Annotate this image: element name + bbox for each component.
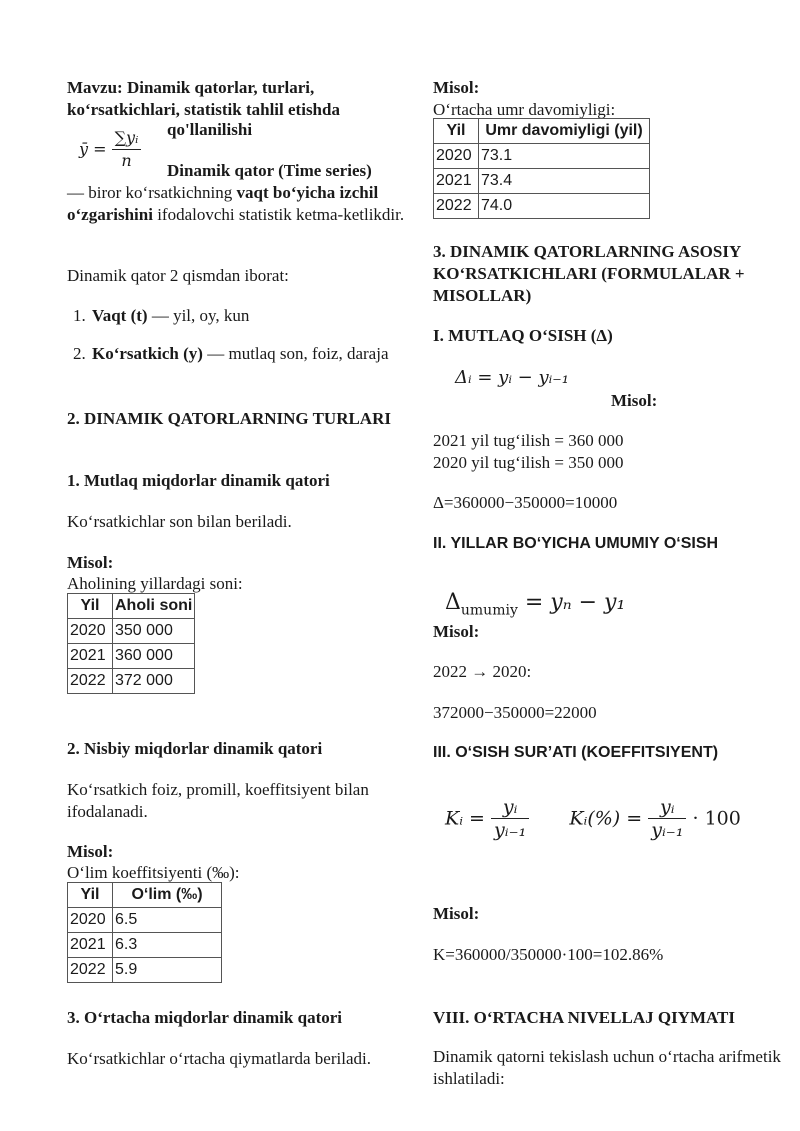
part-rest: — mutlaq son, foiz, daraja [202,344,389,363]
type3-desc: Ko‘rsatkichlar o‘rtacha qiymatlarda beriladi. [67,1049,371,1068]
total-formula-rest: = yₙ − y₁ [517,590,626,615]
example-caption: O‘rtacha umr davomiyligi: [433,100,616,119]
life-expectancy-table [433,118,650,219]
part-rest: — yil, oy, kun [147,306,250,325]
type1-desc: Ko‘rsatkichlar son bilan beriladi. [67,512,292,531]
rate-formula-tail: · 100 [692,807,741,830]
example-label: Misol: [433,78,480,97]
abs-line1: 2021 yil tug‘ilish = 360 000 [433,431,624,450]
table-cell: 6.5 [113,908,222,933]
table-header-row [68,883,222,908]
table-cell: 73.1 [479,144,650,169]
table-row [68,933,222,958]
intro-term: Dinamik qator (Time series) [167,161,372,180]
abs-title: I. MUTLAQ O‘SISH (Δ) [433,326,613,345]
intro-bold: vaqt bo‘yicha izchil o‘zgarishini [67,183,379,224]
population-table [67,593,195,694]
table-cell: 2021 [68,933,113,958]
section2-title: 2. DINAMIK QATORLARNING TURLARI [67,409,391,428]
type3-title: 3. O‘rtacha miqdorlar dinamik qatori [67,1008,342,1027]
table-header: Yil [68,594,113,619]
rate-formula-den2: yᵢ₋₁ [651,819,684,841]
table-row [68,644,195,669]
rate-formula-k2: Kᵢ(%) = [569,807,643,830]
table-header: Yil [434,119,479,144]
list-item [90,343,412,365]
rate-calc: K=360000/350000·100=102.86% [433,945,664,964]
intro-definition [67,182,412,226]
abs-formula: Δᵢ = yᵢ − yᵢ₋₁ [455,367,569,388]
rate-formula-frac2 [648,796,686,841]
list-item [90,305,412,327]
table-row [68,619,195,644]
rate-formula-den1: yᵢ₋₁ [494,819,527,841]
table-header: Umr davomiyligi (yil) [479,119,650,144]
table-row [434,194,650,219]
total-example-label: Misol: [433,622,480,641]
table-header: Yil [68,883,113,908]
part-bold: Vaqt (t) [92,306,148,325]
table-cell: 2022 [434,194,479,219]
type1-example-caption: Aholining yillardagi soni: [67,574,243,593]
table-cell: 2021 [434,169,479,194]
rate-formula-k1: Kᵢ = [445,807,485,830]
type2-title: 2. Nisbiy miqdorlar dinamik qatori [67,739,323,758]
level-desc: Dinamik qatorni tekislash uchun o‘rtacha arifmetik ishlatiladi: [433,1047,781,1088]
intro-pre: — biror ko‘rsatkichning [67,183,237,202]
mean-formula-den: n [121,151,132,170]
parts-list-wrap [67,305,412,381]
mean-formula-lhs: ȳ = [79,139,107,159]
type2-example-label: Misol: [67,842,114,861]
table-header: Aholi soni [113,594,195,619]
table-cell: 73.4 [479,169,650,194]
part-bold: Ko‘rsatkich (y) [92,344,203,363]
rate-formula-num1: yᵢ [491,796,529,819]
total-calc: 372000−350000=22000 [433,703,597,722]
type2-desc: Ko‘rsatkich foiz, promill, koeffitsiyent bilan ifodalanadi. [67,780,369,821]
table-cell: 6.3 [113,933,222,958]
rate-title: III. O‘SISH SUR’ATI (KOEFFITSIYENT) [433,744,719,761]
total-title: II. YILLAR BO‘YICHA UMUMIY O‘SISH [433,535,719,552]
table-row [68,958,222,983]
total-formula-delta: Δ [445,590,461,615]
table2-wrap [67,882,412,983]
table-cell: 360 000 [113,644,195,669]
table-cell: 2022 [68,669,113,694]
type2-example-caption: O‘lim koeffitsiyenti (‰): [67,863,240,882]
table-cell: 2020 [434,144,479,169]
section3-title: 3. DINAMIK QATORLARNING ASOSIY KO‘RSATKICHLARI (FORMULALAR + MISOLLAR) [433,242,745,305]
abs-example-label: Misol: [611,391,658,410]
table-cell: 2021 [68,644,113,669]
abs-line2: 2020 yil tug‘ilish = 350 000 [433,453,624,472]
table3-wrap [433,118,783,219]
parts-intro: Dinamik qator 2 qismdan iborat: [67,266,289,285]
table-row [68,669,195,694]
table-header: O‘lim (‰) [113,883,222,908]
table-row [434,144,650,169]
table-cell: 350 000 [113,619,195,644]
rate-formula [445,796,783,841]
mean-formula-num: ∑yᵢ [112,127,142,150]
table-row [434,169,650,194]
type1-title: 1. Mutlaq miqdorlar dinamik qatori [67,471,330,490]
intro-post: ifodalovchi statistik ketma-ketlikdir. [152,205,405,224]
table-cell: 5.9 [113,958,222,983]
total-formula [445,592,783,621]
intro-paragraph [67,160,412,226]
mortality-table [67,882,222,983]
table-cell: 2020 [68,619,113,644]
parts-list [42,305,412,365]
abs-calc: Δ=360000−350000=10000 [433,493,618,512]
rate-formula-frac1 [491,796,529,841]
total-formula-sub: umumiy [460,602,518,619]
topic-title-text: Mavzu: Dinamik qatorlar, turlari, ko‘rsatkichlari, statistik tahlil etishda [67,78,340,119]
table-cell: 2020 [68,908,113,933]
table1-wrap [67,593,412,694]
type1-example-label: Misol: [67,553,114,572]
table-header-row [434,119,650,144]
table-cell: 372 000 [113,669,195,694]
topic-title-end: qo'llanilishi [167,120,253,139]
table-cell: 74.0 [479,194,650,219]
rate-example-label: Misol: [433,904,480,923]
table-row [68,908,222,933]
topic-title [67,77,412,121]
level-title: VIII. O‘RTACHA NIVELLAJ QIYMATI [433,1008,735,1027]
table-header-row [68,594,195,619]
rate-formula-num2: yᵢ [648,796,686,819]
table-cell: 2022 [68,958,113,983]
total-range: 2022 → 2020: [433,662,532,681]
